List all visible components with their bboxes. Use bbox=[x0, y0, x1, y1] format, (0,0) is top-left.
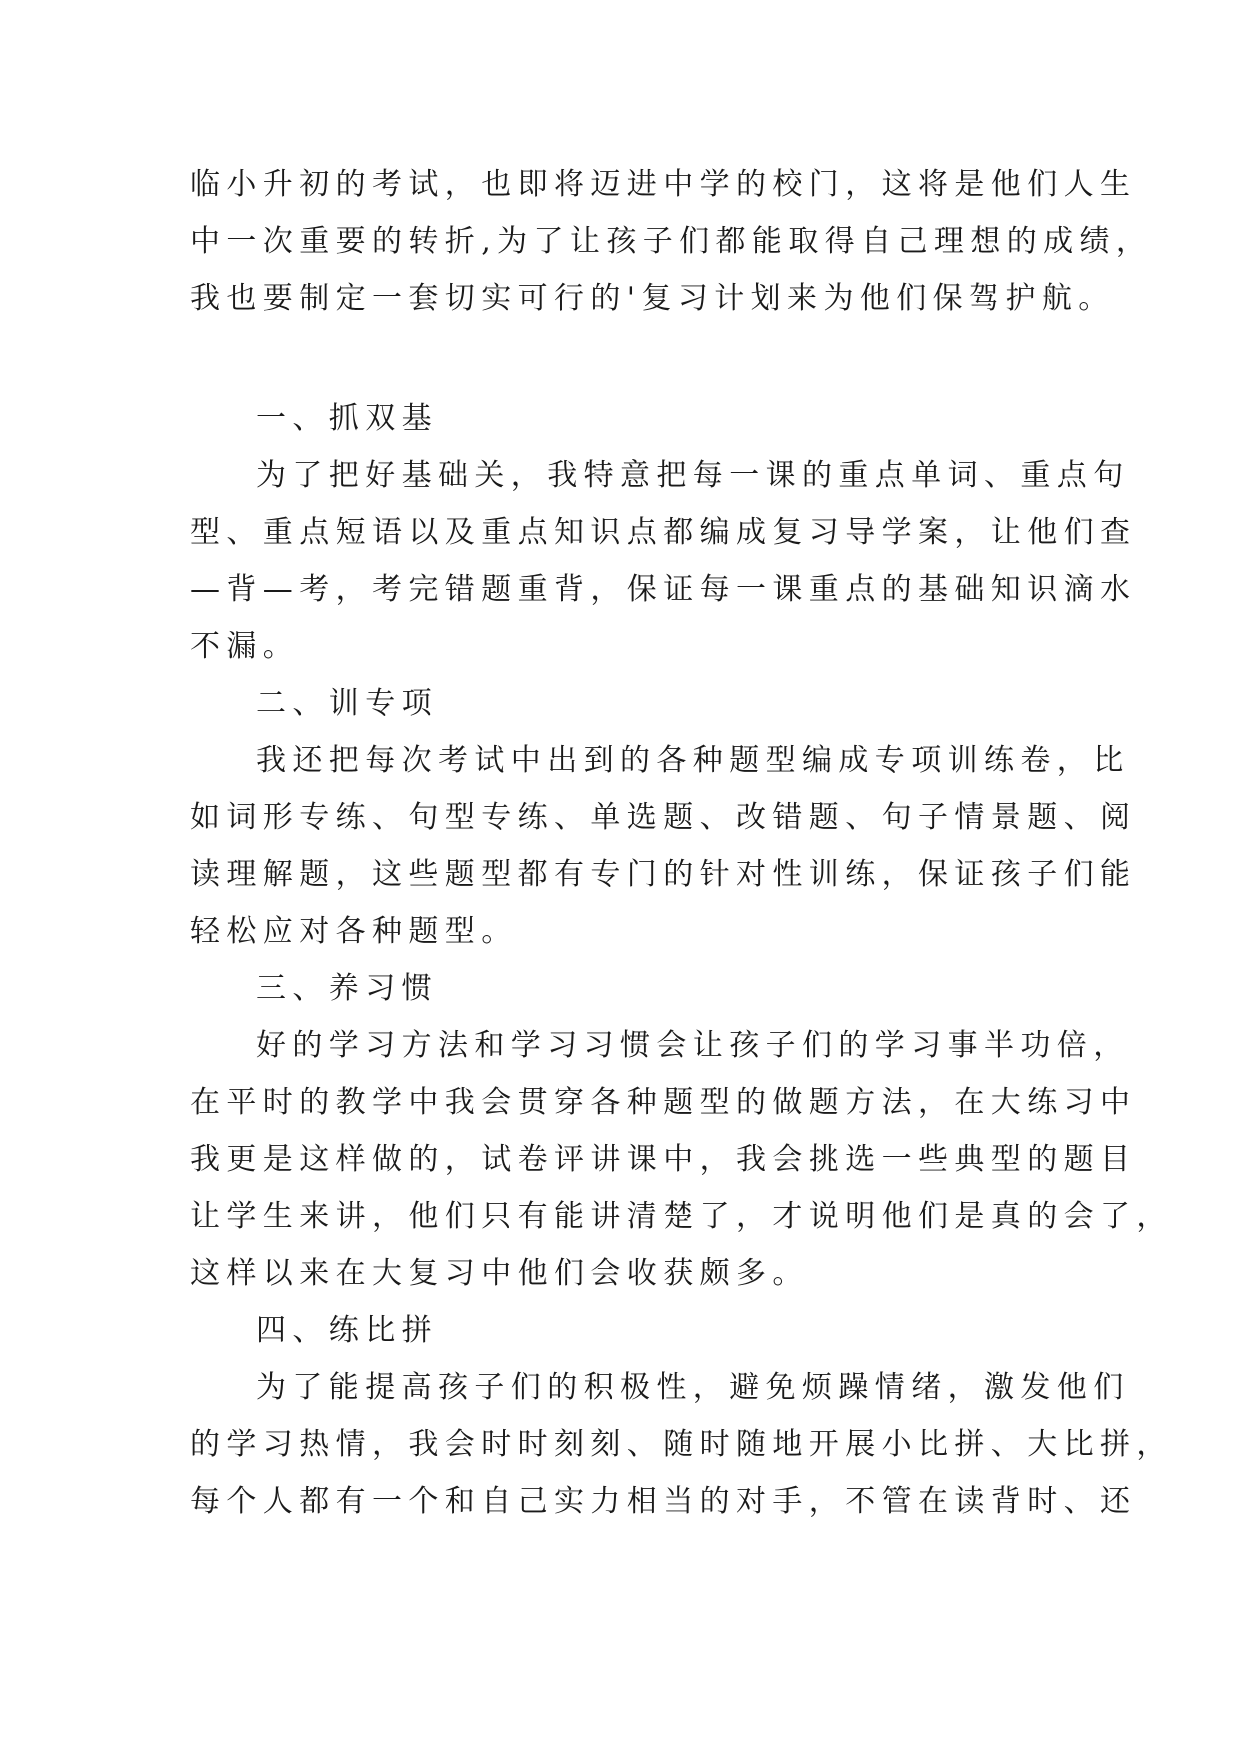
text-line: 每个人都有一个和自己实力相当的对手，不管在读背时、还 bbox=[190, 1484, 1137, 1519]
text-line: 轻松应对各种题型。 bbox=[190, 914, 518, 949]
text-line: 好的学习方法和学习习惯会让孩子们的学习事半功倍， bbox=[256, 1028, 1130, 1063]
text-line: 我还把每次考试中出到的各种题型编成专项训练卷，比 bbox=[256, 743, 1130, 778]
text-line: 临小升初的考试，也即将迈进中学的校门，这将是他们人生 bbox=[190, 167, 1137, 202]
text-line: 在平时的教学中我会贯穿各种题型的做题方法，在大练习中 bbox=[190, 1085, 1137, 1120]
section-heading: 一、抓双基 bbox=[256, 401, 438, 436]
text-line: 中一次重要的转折,为了让孩子们都能取得自己理想的成绩， bbox=[190, 224, 1153, 259]
text-line: 让学生来讲，他们只有能讲清楚了，才说明他们是真的会了， bbox=[190, 1199, 1173, 1234]
text-line: 为了能提高孩子们的积极性，避免烦躁情绪，激发他们 bbox=[256, 1370, 1130, 1405]
section-heading: 二、训专项 bbox=[256, 686, 438, 721]
text-line: 读理解题，这些题型都有专门的针对性训练，保证孩子们能 bbox=[190, 857, 1137, 892]
text-line: 的学习热情，我会时时刻刻、随时随地开展小比拼、大比拼， bbox=[190, 1427, 1173, 1462]
section-heading: 三、养习惯 bbox=[256, 971, 438, 1006]
text-line: 我更是这样做的，试卷评讲课中，我会挑选一些典型的题目 bbox=[190, 1142, 1137, 1177]
text-line: 型、重点短语以及重点知识点都编成复习导学案，让他们查 bbox=[190, 515, 1137, 550]
text-line: 我也要制定一套切实可行的'复习计划来为他们保驾护航。 bbox=[190, 281, 1115, 316]
text-line: 如词形专练、句型专练、单选题、改错题、句子情景题、阅 bbox=[190, 800, 1137, 835]
text-line: 为了把好基础关，我特意把每一课的重点单词、重点句 bbox=[256, 458, 1130, 493]
text-line: 不漏。 bbox=[190, 629, 300, 664]
text-line: —背—考，考完错题重背，保证每一课重点的基础知识滴水 bbox=[190, 572, 1137, 607]
text-line: 这样以来在大复习中他们会收获颇多。 bbox=[190, 1256, 809, 1291]
section-heading: 四、练比拼 bbox=[256, 1313, 438, 1348]
